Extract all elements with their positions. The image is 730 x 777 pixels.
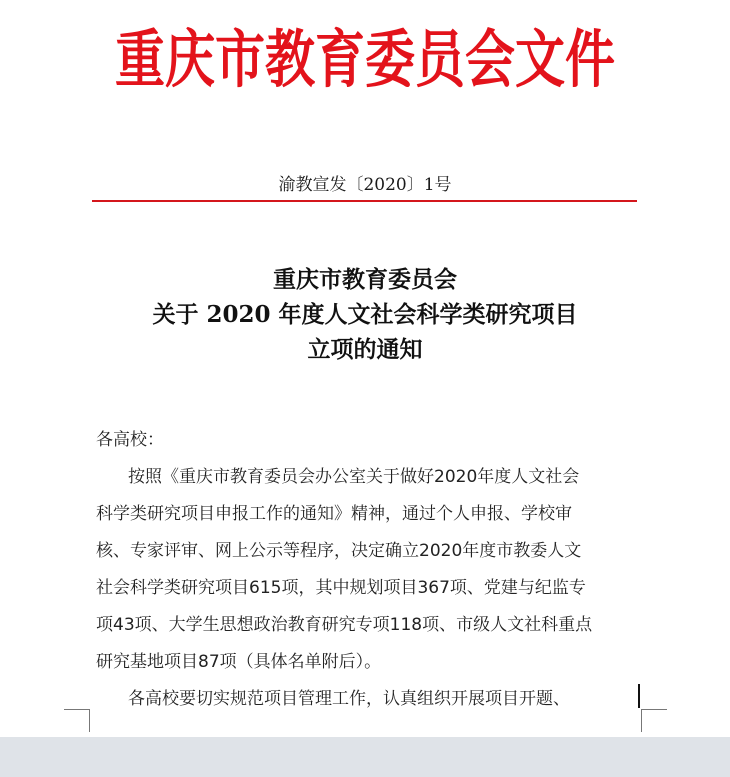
- document-title: [0, 262, 730, 367]
- title-line-3: 立项的通知: [307, 336, 423, 363]
- title-line-1: 重庆市教育委员会: [273, 266, 457, 293]
- paragraph-1-line-2: 科学类研究项目申报工作的通知》精神，通过个人申报、学校审: [96, 504, 572, 524]
- crop-mark-right-vertical: [641, 710, 642, 732]
- crop-mark-right-horizontal: [641, 709, 667, 710]
- paragraph-2-line-1: 各高校要切实规范项目管理工作，认真组织开展项目开题、: [128, 689, 570, 709]
- crop-mark-left-horizontal: [64, 709, 90, 710]
- paragraph-1-line-1: 按照《重庆市教育委员会办公室关于做好2020年度人文社会: [128, 467, 580, 487]
- red-divider-line: [92, 200, 637, 202]
- document-masthead: 重庆市教育委员会文件: [115, 23, 615, 96]
- paragraph-1-line-4: 社会科学类研究项目615项，其中规划项目367项、党建与纪监专: [96, 578, 586, 598]
- document-number: 渝教宣发〔2020〕1号: [278, 175, 452, 195]
- paragraph-1-line-3: 核、专家评审、网上公示等程序，决定确立2020年度市教委人文: [96, 541, 582, 561]
- title-line-2: 关于 2020 年度人文社会科学类研究项目: [152, 301, 578, 328]
- salutation: 各高校：: [96, 430, 164, 450]
- page-gap: [0, 737, 730, 777]
- text-cursor: [638, 684, 640, 708]
- paragraph-1-line-5: 项43项、大学生思想政治教育研究专项118项、市级人文社科重点: [96, 615, 593, 635]
- document-body[interactable]: [96, 422, 651, 718]
- crop-mark-left-vertical: [89, 710, 90, 732]
- paragraph-1-line-6: 研究基地项目87项（具体名单附后）。: [96, 652, 382, 672]
